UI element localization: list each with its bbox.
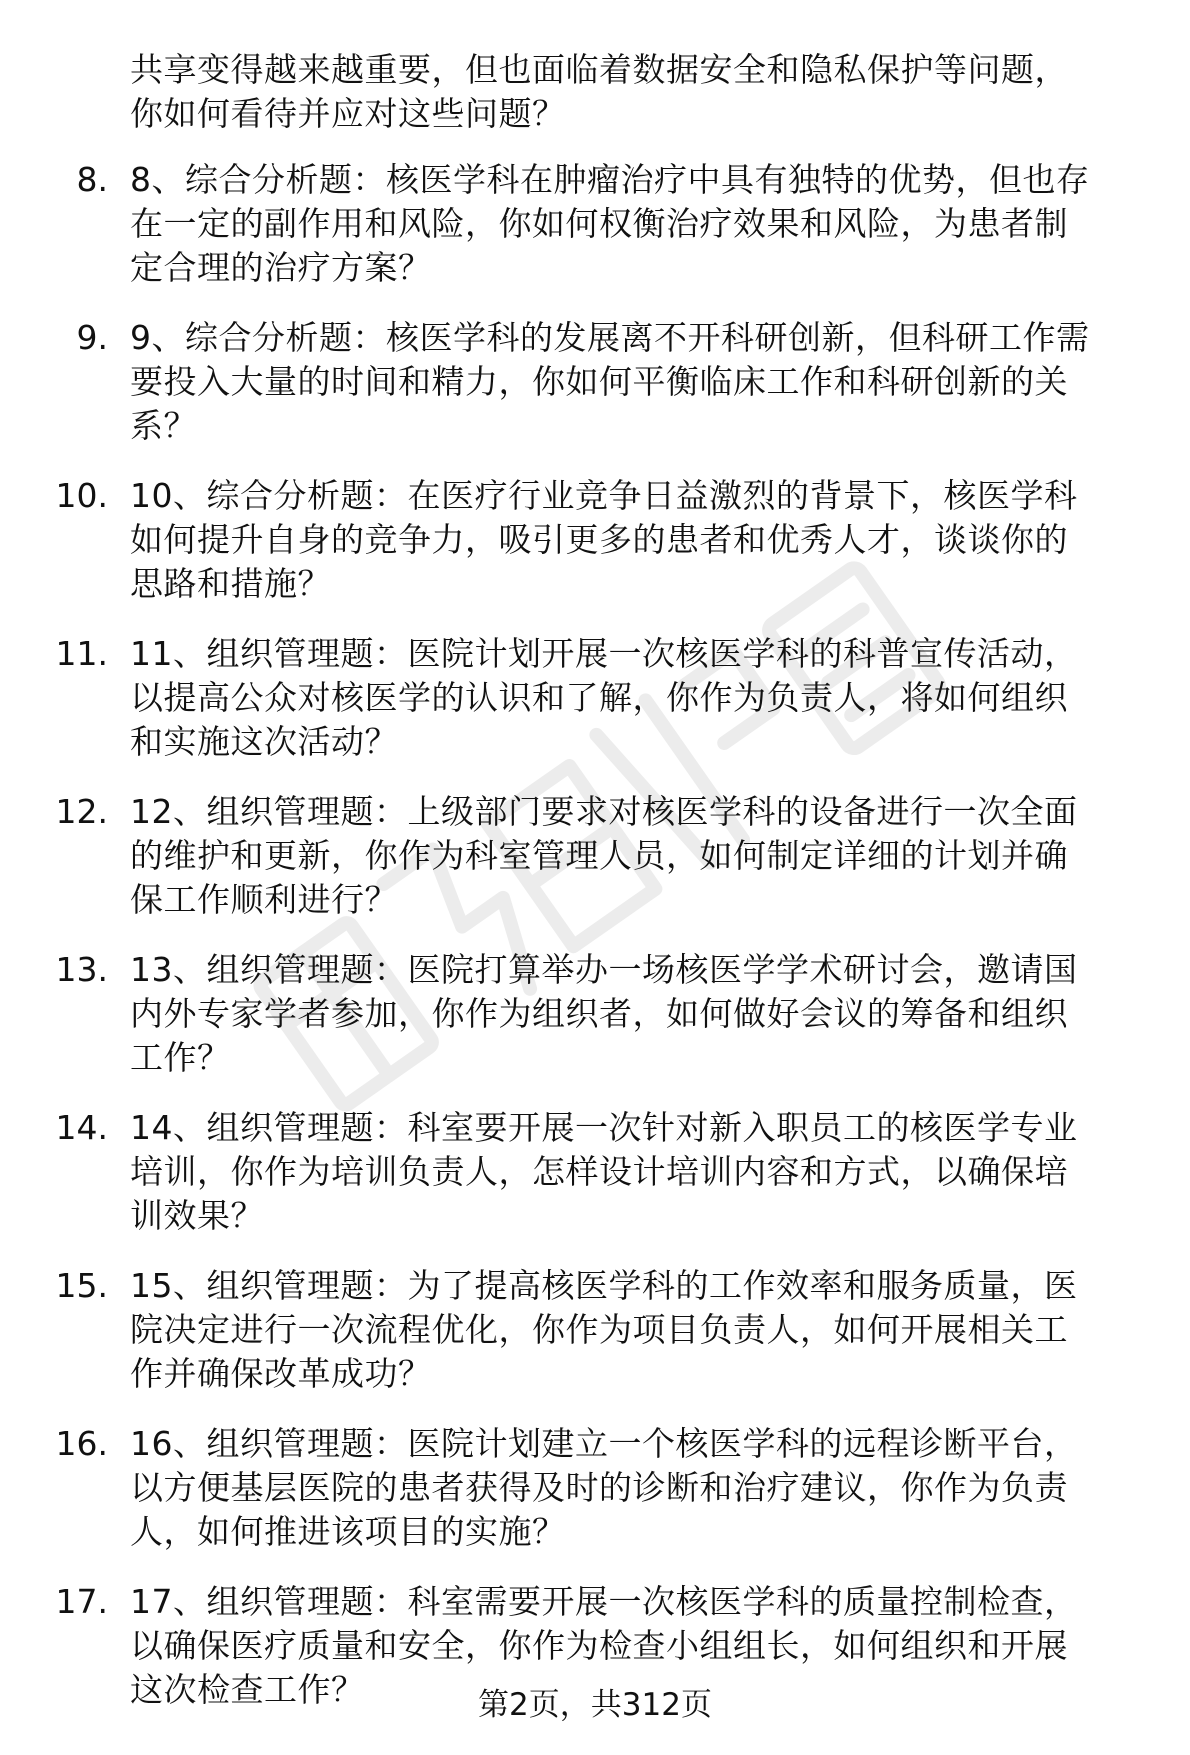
list-item <box>0 1422 1190 1554</box>
list-item <box>0 474 1190 606</box>
text-line: 保工作顺利进行？ <box>130 880 398 919</box>
text-line: 8、综合分析题：核医学科在肿瘤治疗中具有独特的优势，但也存 <box>130 160 1090 199</box>
text-line: 9、综合分析题：核医学科的发展离不开科研创新，但科研工作需 <box>130 318 1090 357</box>
page-number: 第2页，共312页 <box>478 1687 712 1723</box>
list-item <box>0 1106 1190 1238</box>
list-item <box>0 1264 1190 1396</box>
text-line: 人，如何推进该项目的实施？ <box>130 1512 566 1551</box>
text-line: 以提高公众对核医学的认识和了解，你作为负责人，将如何组织 <box>130 678 1068 717</box>
text-line: 16、组织管理题：医院计划建立一个核医学科的远程诊断平台， <box>130 1424 1078 1463</box>
text-line: 内外专家学者参加，你作为组织者，如何做好会议的筹备和组织 <box>130 994 1068 1033</box>
text-line: 思路和措施？ <box>130 564 331 603</box>
text-line: 以确保医疗质量和安全，你作为检查小组组长，如何组织和开展 <box>130 1626 1068 1665</box>
text-line: 要投入大量的时间和精力，你如何平衡临床工作和科研创新的关 <box>130 362 1068 401</box>
text-line: 14、组织管理题：科室要开展一次针对新入职员工的核医学专业 <box>130 1108 1078 1147</box>
item-number: 12. <box>55 792 108 831</box>
text-line: 13、组织管理题：医院打算举办一场核医学学术研讨会，邀请国 <box>130 950 1078 989</box>
text-line: 这次检查工作？ <box>130 1670 365 1709</box>
text-line: 10、综合分析题：在医疗行业竞争日益激烈的背景下，核医学科 <box>130 476 1078 515</box>
list-item <box>0 790 1190 922</box>
text-line: 12、组织管理题：上级部门要求对核医学科的设备进行一次全面 <box>130 792 1078 831</box>
list-item <box>0 158 1190 290</box>
list-item <box>0 948 1190 1080</box>
item-number: 9. <box>76 318 108 357</box>
text-line: 11、组织管理题：医院计划开展一次核医学科的科普宣传活动， <box>130 634 1078 673</box>
text-line: 你如何看待并应对这些问题？ <box>130 94 566 133</box>
list-item <box>0 316 1190 448</box>
text-line: 15、组织管理题：为了提高核医学科的工作效率和服务质量，医 <box>130 1266 1078 1305</box>
text-line: 和实施这次活动？ <box>130 722 398 761</box>
text-line: 如何提升自身的竞争力，吸引更多的患者和优秀人才，谈谈你的 <box>130 520 1068 559</box>
text-line: 作并确保改革成功？ <box>130 1354 432 1393</box>
text-line: 工作？ <box>130 1038 231 1077</box>
text-line: 以方便基层医院的患者获得及时的诊断和治疗建议，你作为负责 <box>130 1468 1068 1507</box>
list-item <box>0 632 1190 764</box>
text-line: 的维护和更新，你作为科室管理人员，如何制定详细的计划并确 <box>130 836 1068 875</box>
text-line: 培训，你作为培训负责人，怎样设计培训内容和方式，以确保培 <box>130 1152 1068 1191</box>
item-number: 16. <box>55 1424 108 1463</box>
item-number: 11. <box>55 634 108 673</box>
item-number: 8. <box>76 160 108 199</box>
text-line: 在一定的副作用和风险，你如何权衡治疗效果和风险，为患者制 <box>130 204 1068 243</box>
text-line: 训效果？ <box>130 1196 264 1235</box>
item-number: 17. <box>55 1582 108 1621</box>
continued-paragraph <box>0 48 1190 136</box>
item-number: 13. <box>55 950 108 989</box>
text-line: 系？ <box>130 406 197 445</box>
text-line: 定合理的治疗方案？ <box>130 248 432 287</box>
item-number: 14. <box>55 1108 108 1147</box>
item-number: 15. <box>55 1266 108 1305</box>
item-number: 10. <box>55 476 108 515</box>
text-line: 17、组织管理题：科室需要开展一次核医学科的质量控制检查， <box>130 1582 1078 1621</box>
text-line: 院决定进行一次流程优化，你作为项目负责人，如何开展相关工 <box>130 1310 1068 1349</box>
question-list <box>0 48 1190 1712</box>
text-line: 共享变得越来越重要，但也面临着数据安全和隐私保护等问题， <box>130 50 1068 89</box>
